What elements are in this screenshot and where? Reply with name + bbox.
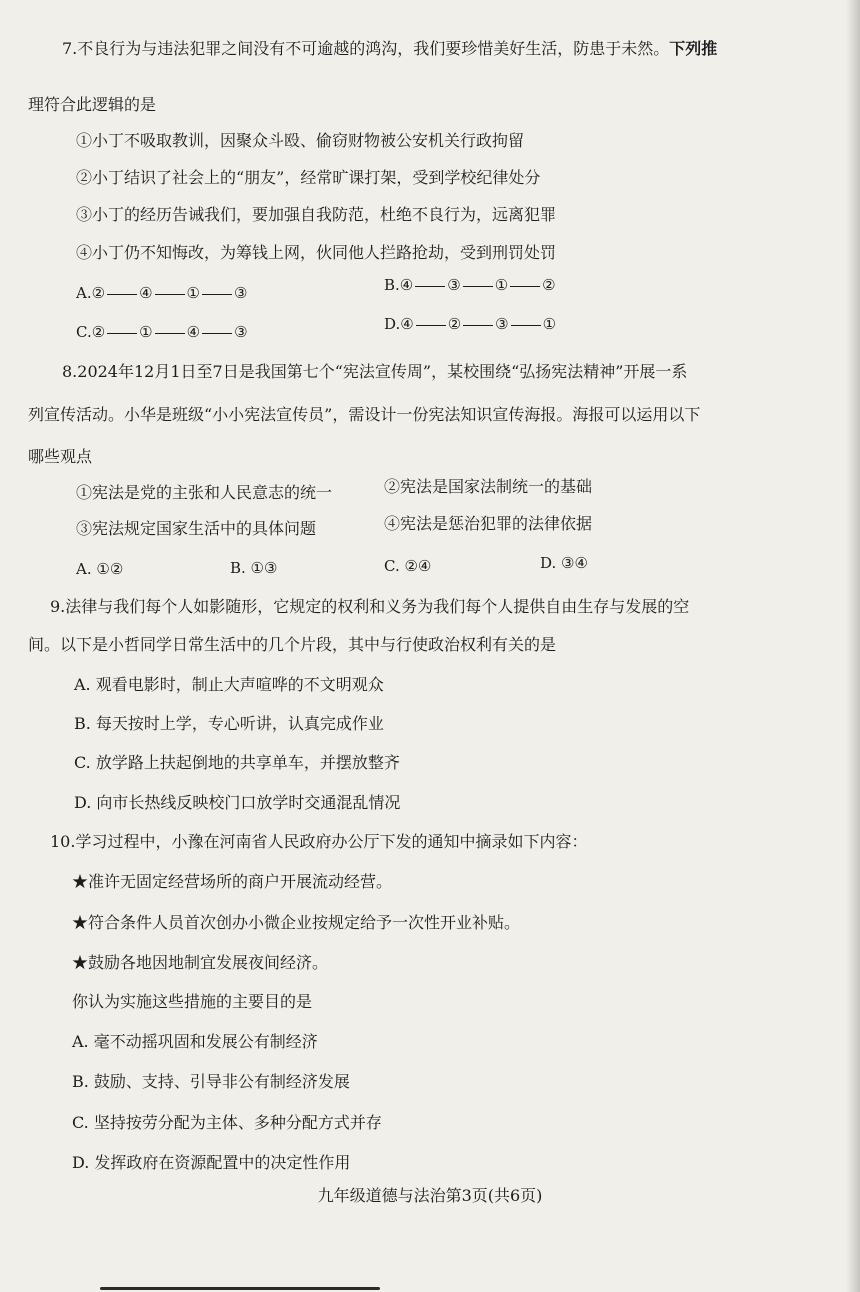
q7-statement-2: ②小丁结识了社会上的“朋友”，经常旷课打架，受到学校纪律处分 (76, 168, 541, 187)
q7-stem-line2: 理符合此逻辑的是 (28, 95, 157, 114)
q7-statement-3: ③小丁的经历告诫我们，要加强自我防范，杜绝不良行为，远离犯罪 (76, 205, 557, 224)
page-edge-shadow (846, 0, 860, 1292)
q7-option-b-label: B. (384, 276, 400, 294)
dash (155, 333, 185, 334)
dash (463, 286, 493, 287)
q7-statement-1: ①小丁不吸取教训，因聚众斗殴、偷窃财物被公安机关行政拘留 (76, 131, 525, 150)
q9-stem-line1: 9.法律与我们每个人如影随形，它规定的权利和义务为我们每个人提供自由生存与发展的空 (50, 597, 690, 616)
dash (415, 286, 445, 287)
q7-stem-bold-text: 下列推 (669, 39, 718, 58)
q10-item-3: ★鼓励各地因地制宜发展夜间经济。 (72, 953, 329, 972)
q10-item-2: ★符合条件人员首次创办小微企业按规定给予一次性开业补贴。 (72, 913, 521, 932)
q9-option-d[interactable]: D. 向市长热线反映校门口放学时交通混乱情况 (74, 793, 401, 812)
q10-option-d[interactable]: D. 发挥政府在资源配置中的决定性作用 (72, 1153, 351, 1172)
q7-statement-4: ④小丁仍不知悔改，为筹钱上网，伙同他人拦路抢劫，受到刑罚处罚 (76, 243, 557, 262)
q8-stem-line1: 8.2024年12月1日至7日是我国第七个“宪法宣传周”，某校围绕“弘扬宪法精神”开展一系 (62, 362, 688, 381)
dash (107, 294, 137, 295)
page-footer: 九年级道德与法治第3页(共6页) (317, 1186, 543, 1205)
q10-item-1: ★准许无固定经营场所的商户开展流动经营。 (72, 872, 393, 891)
q8-option-a[interactable]: A. ①② (76, 560, 124, 578)
seq-item: ④ (400, 315, 414, 333)
dash (202, 294, 232, 295)
seq-item: ③ (495, 315, 509, 333)
q10-option-a[interactable]: A. 毫不动摇巩固和发展公有制经济 (72, 1032, 318, 1051)
dash (510, 286, 540, 287)
dash (511, 325, 541, 326)
q7-option-a[interactable] (76, 282, 247, 304)
seq-item: ③ (233, 284, 248, 302)
q7-stem-line1 (62, 38, 717, 60)
seq-item: ③ (447, 276, 461, 294)
q8-statement-3: ③宪法规定国家生活中的具体问题 (76, 519, 317, 538)
seq-item: ④ (399, 276, 414, 294)
q7-option-c-label: C. (76, 323, 92, 341)
seq-item: ② (542, 276, 556, 294)
q10-stem-line1: 10.学习过程中，小豫在河南省人民政府办公厅下发的通知中摘录如下内容： (50, 832, 588, 851)
q9-option-c[interactable]: C. 放学路上扶起倒地的共享单车，并摆放整齐 (74, 753, 400, 772)
q7-option-b[interactable] (384, 274, 556, 296)
seq-item: ④ (139, 284, 153, 302)
q10-prompt: 你认为实施这些措施的主要目的是 (72, 992, 313, 1011)
q9-option-b[interactable]: B. 每天按时上学，专心听讲，认真完成作业 (74, 714, 384, 733)
q7-option-a-label: A. (76, 284, 92, 302)
q8-stem-line3: 哪些观点 (28, 447, 93, 466)
seq-item: ② (91, 323, 106, 341)
scan-mark (100, 1287, 380, 1290)
dash (463, 325, 493, 326)
dash (155, 294, 185, 295)
seq-item: ② (91, 284, 106, 302)
q10-option-b[interactable]: B. 鼓励、支持、引导非公有制经济发展 (72, 1072, 350, 1091)
q8-statement-4: ④宪法是惩治犯罪的法律依据 (384, 514, 593, 533)
q9-stem-line2: 间。以下是小哲同学日常生活中的几个片段，其中与行使政治权利有关的是 (28, 635, 557, 654)
seq-item: ① (139, 323, 153, 341)
q7-option-d[interactable] (384, 313, 556, 335)
seq-item: ② (447, 315, 462, 333)
dash (107, 333, 137, 334)
q8-option-c[interactable]: C. ②④ (384, 557, 432, 575)
q10-option-c[interactable]: C. 坚持按劳分配为主体、多种分配方式并存 (72, 1113, 382, 1132)
q7-option-c[interactable] (76, 321, 248, 343)
q7-stem-text: 7.不良行为与违法犯罪之间没有不可逾越的鸿沟，我们要珍惜美好生活，防患于未然。 (62, 39, 670, 58)
dash (202, 333, 232, 334)
seq-item: ④ (186, 323, 201, 341)
q8-statement-1: ①宪法是党的主张和人民意志的统一 (76, 483, 333, 502)
seq-item: ① (186, 284, 200, 302)
q8-option-d[interactable]: D. ③④ (540, 554, 588, 572)
q8-stem-line2: 列宣传活动。小华是班级“小小宪法宣传员”，需设计一份宪法知识宣传海报。海报可以运用以下 (28, 405, 701, 424)
seq-item: ① (494, 276, 509, 294)
q9-option-a[interactable]: A. 观看电影时，制止大声喧哗的不文明观众 (74, 675, 384, 694)
seq-item: ① (542, 315, 557, 333)
seq-item: ③ (234, 323, 248, 341)
q7-option-d-label: D. (384, 315, 401, 333)
dash (416, 325, 446, 326)
q8-option-b[interactable]: B. ①③ (230, 559, 278, 577)
q8-statement-2: ②宪法是国家法制统一的基础 (384, 477, 593, 496)
